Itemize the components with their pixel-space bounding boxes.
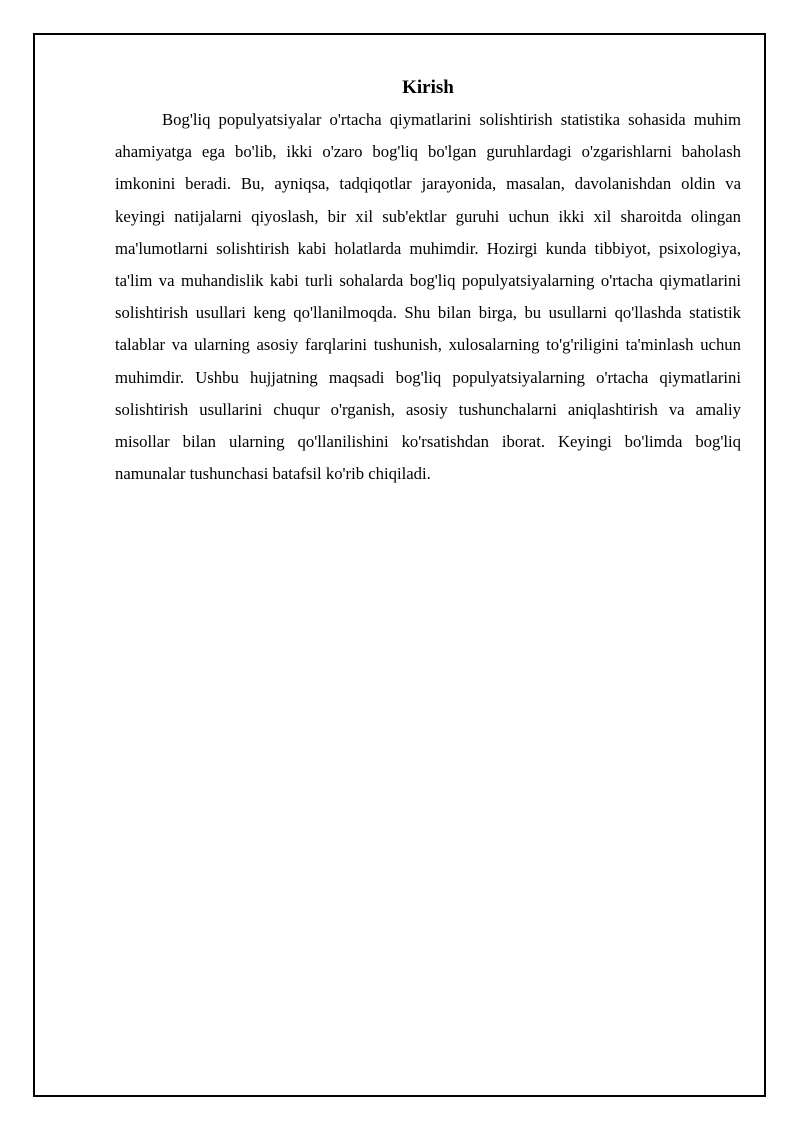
document-body (115, 74, 741, 490)
intro-paragraph: Bog'liq populyatsiyalar o'rtacha qiymatlarini solishtirish statistika sohasida muhim ahamiyatga ega bo'lib, ikki o'zaro bog'liq bo'lgan guruhlardagi o'zgarishlarni baholash imkonini beradi. Bu, ayniqsa, tadqiqotlar jarayonida, masalan, davolanishdan oldin va keyingi natijalarni qiyoslash, bir xil sub'ektlar guruhi uchun ikki xil sharoitda olingan ma'lumotlarni solishtirish kabi holatlarda muhimdir. Hozirgi kunda tibbiyot, psixologiya, ta'lim va muhandislik kabi turli sohalarda bog'liq populyatsiyalarning o'rtacha qiymatlarini solishtirish usullari keng qo'llanilmoqda. Shu bilan birga, bu usullarni qo'llashda statistik talablar va ularning asosiy farqlarini tushunish, xulosalarning to'g'riligini ta'minlash uchun muhimdir. Ushbu hujjatning maqsadi bog'liq populyatsiyalarning o'rtacha qiymatlarini solishtirish usullarini chuqur o'rganish, asosiy tushunchalarni aniqlashtirish va amaliy misollar bilan ularning qo'llanilishini ko'rsatishdan iborat. Keyingi bo'limda bog'liq namunalar tushunchasi batafsil ko'rib chiqiladi. (115, 110, 741, 484)
page-title: Kirish (402, 77, 454, 98)
